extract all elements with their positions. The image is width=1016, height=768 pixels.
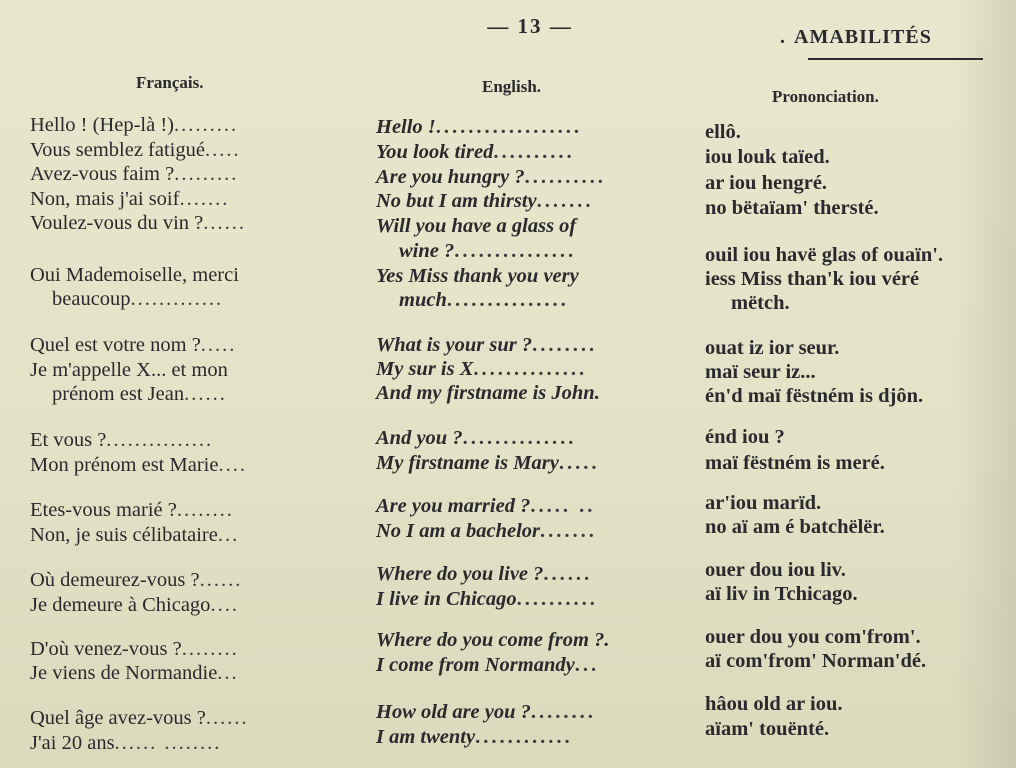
page-edge-shadow: [956, 0, 1016, 768]
french-phrase: Etes-vous marié ?........: [30, 499, 234, 521]
english-phrase: Are you hungry ?..........: [376, 166, 606, 188]
pronunciation: ar iou hengré.: [705, 172, 828, 194]
page-number: — 13 —: [487, 14, 573, 38]
french-phrase: Oui Mademoiselle, merci: [30, 264, 239, 286]
english-phrase: Are you married ?..... ..: [376, 495, 596, 517]
pronunciation: hâou old ar iou.: [705, 693, 843, 715]
pronunciation: no aï am é batchëlër.: [705, 516, 885, 538]
pronunciation: ellô.: [705, 121, 741, 143]
english-phrase: much...............: [399, 289, 569, 311]
column-header-pronunciation: Prononciation.: [772, 87, 879, 106]
english-phrase: I live in Chicago..........: [376, 588, 598, 610]
pronunciation: aïam' touënté.: [705, 718, 830, 740]
french-phrase: Et vous ?...............: [30, 429, 214, 451]
pronunciation: aï com'from' Norman'dé.: [705, 650, 927, 672]
french-phrase: Vous semblez fatigué.....: [30, 139, 241, 161]
english-phrase: My firstname is Mary.....: [376, 452, 600, 474]
english-phrase: Yes Miss thank you very: [376, 265, 579, 287]
english-phrase: And my firstname is John.: [376, 382, 600, 404]
french-phrase: Quel âge avez-vous ?......: [30, 707, 249, 729]
french-phrase: Non, mais j'ai soif.......: [30, 188, 230, 210]
pronunciation: mëtch.: [731, 292, 790, 314]
french-phrase: Non, je suis célibataire...: [30, 524, 240, 546]
french-phrase: Je viens de Normandie...: [30, 662, 239, 684]
section-title: AMABILITÉS: [794, 26, 932, 48]
french-phrase: beaucoup.............: [52, 288, 224, 310]
pronunciation: ouer dou iou liv.: [705, 559, 846, 581]
column-header-french: Français.: [136, 73, 204, 92]
english-phrase: I am twenty............: [376, 726, 573, 748]
english-phrase: What is your sur ?........: [376, 334, 598, 356]
pronunciation: aï liv in Tchicago.: [705, 583, 858, 605]
section-marker: .: [780, 26, 786, 48]
french-phrase: J'ai 20 ans...... ........: [30, 732, 222, 754]
pronunciation: ouer dou you com'from'.: [705, 626, 921, 648]
section-underline: [808, 58, 983, 60]
column-header-english: English.: [482, 77, 542, 96]
english-phrase: How old are you ?........: [376, 701, 596, 723]
english-phrase: My sur is X..............: [376, 358, 588, 380]
pronunciation: iou louk taïed.: [705, 146, 830, 168]
english-phrase: No I am a bachelor.......: [376, 520, 597, 542]
pronunciation: maï fëstném is meré.: [705, 452, 885, 474]
pronunciation: énd iou ?: [705, 426, 785, 448]
english-phrase: And you ?..............: [376, 427, 577, 449]
french-phrase: prénom est Jean......: [52, 383, 227, 405]
french-phrase: Quel est votre nom ?.....: [30, 334, 237, 356]
pronunciation: iess Miss than'k iou véré: [705, 268, 920, 290]
english-phrase: I come from Normandy...: [376, 654, 600, 676]
english-phrase: Where do you come from ?.: [376, 629, 610, 651]
french-phrase: D'où venez-vous ?........: [30, 638, 239, 660]
french-phrase: Mon prénom est Marie....: [30, 454, 247, 476]
english-phrase: Will you have a glass of: [376, 215, 577, 237]
english-phrase: Hello !..................: [376, 116, 583, 138]
pronunciation: ouil iou havë glas of ouaïn'.: [705, 244, 944, 266]
pronunciation: ouat iz ior seur.: [705, 337, 840, 359]
english-phrase: Where do you live ?......: [376, 563, 593, 585]
english-phrase: wine ?...............: [399, 240, 577, 262]
english-phrase: You look tired..........: [376, 141, 575, 163]
pronunciation: én'd maï fëstném is djôn.: [705, 385, 924, 407]
french-phrase: Où demeurez-vous ?......: [30, 569, 243, 591]
english-phrase: No but I am thirsty.......: [376, 190, 594, 212]
pronunciation: no bëtaïam' thersté.: [705, 197, 879, 219]
pronunciation: ar'iou marïd.: [705, 492, 822, 514]
pronunciation: maï seur iz...: [705, 361, 816, 383]
french-phrase: Je m'appelle X... et mon: [30, 359, 228, 381]
section-header: [780, 26, 985, 49]
french-phrase: Hello ! (Hep-là !).........: [30, 114, 239, 136]
french-phrase: Voulez-vous du vin ?......: [30, 212, 247, 234]
french-phrase: Je demeure à Chicago....: [30, 594, 239, 616]
french-phrase: Avez-vous faim ?.........: [30, 163, 239, 185]
